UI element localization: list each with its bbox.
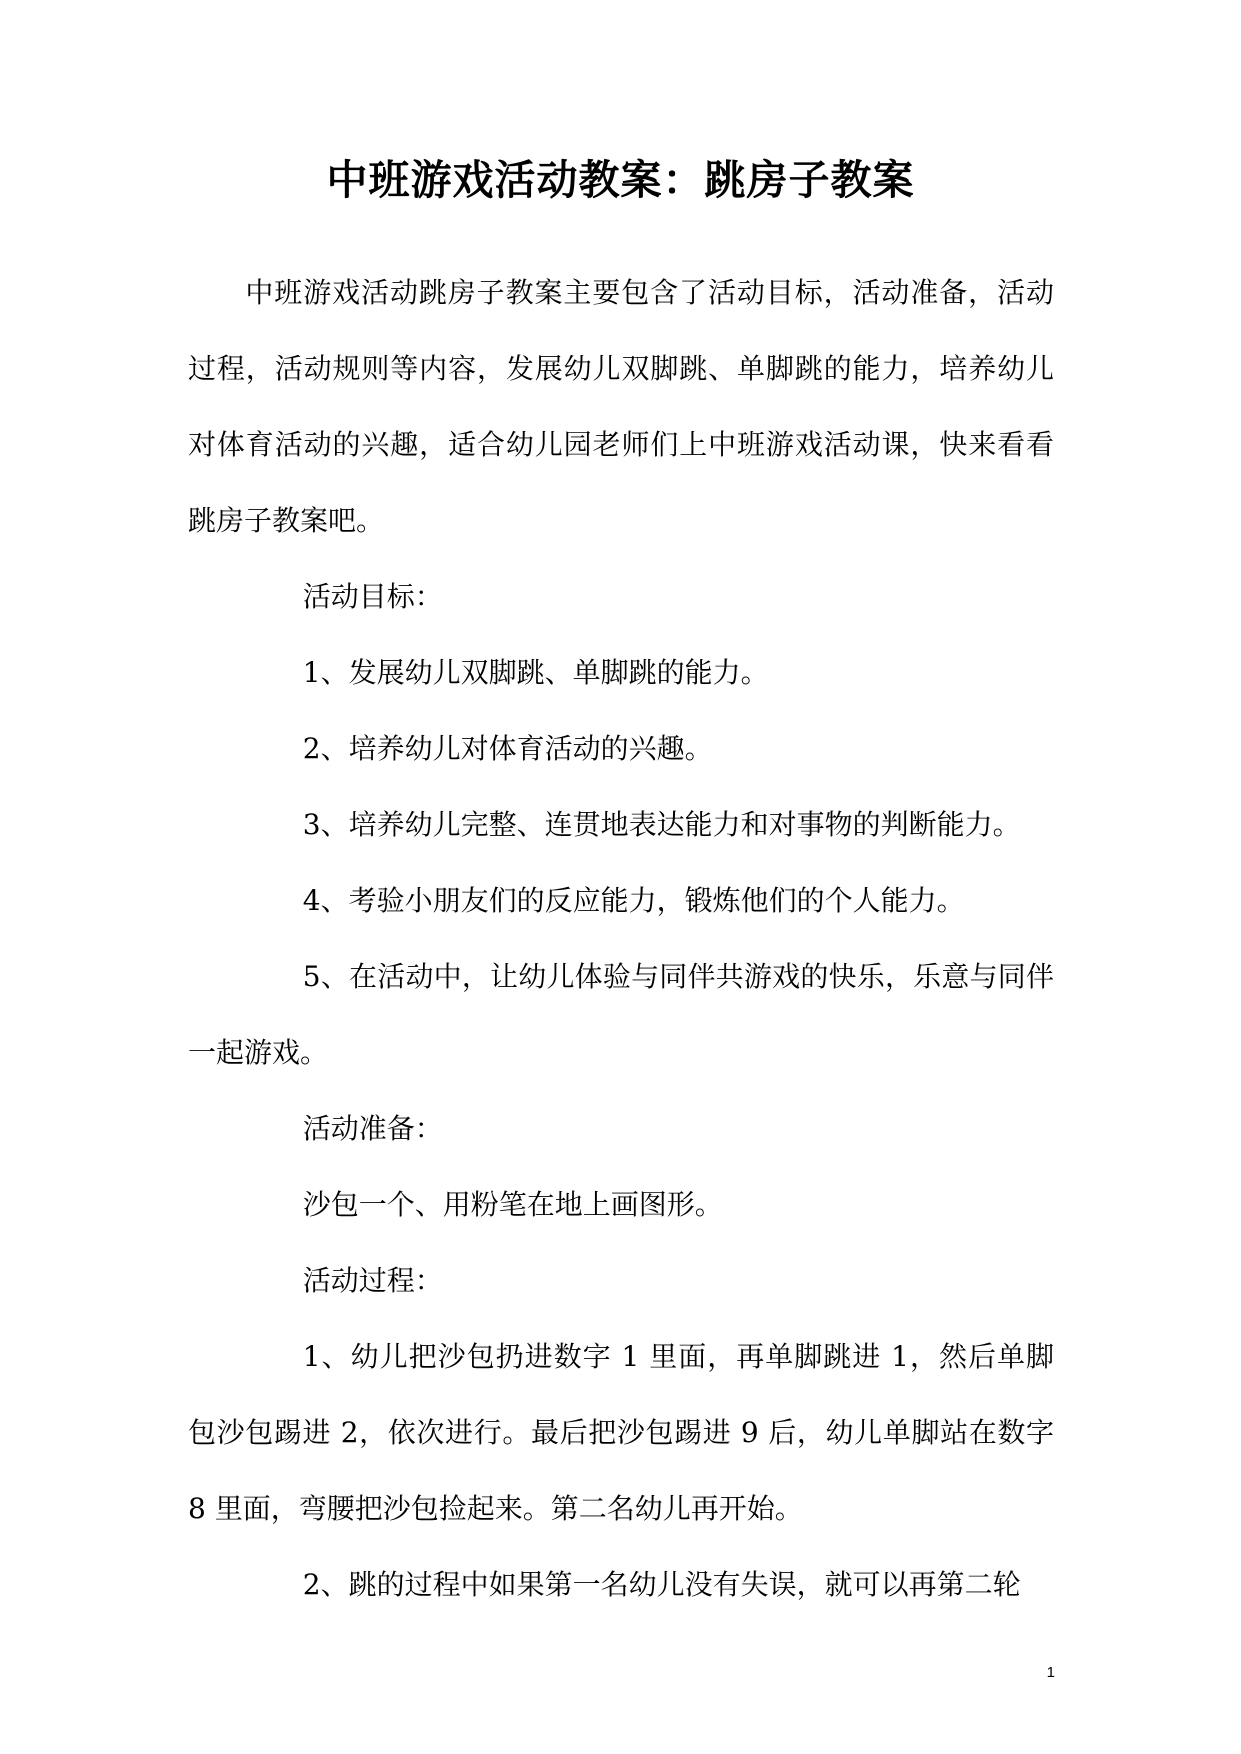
intro-paragraph: 中班游戏活动跳房子教案主要包含了活动目标，活动准备，活动过程，活动规则等内容，发展幼儿双脚跳、单脚跳的能力，培养幼儿对体育活动的兴趣，适合幼儿园老师们上中班游戏活动课，快来看看跳房子教案吧。 <box>188 276 1054 537</box>
section-heading-preparation: 活动准备： <box>302 1112 443 1145</box>
process-step-1: 1、幼儿把沙包扔进数字 1 里面，再单脚跳进 1，然后单脚包沙包踢进 2，依次进行。最后把沙包踢进 9 后，幼儿单脚站在数字 8 里面，弯腰把沙包捡起来。第二名幼儿再开始。 <box>188 1340 1054 1525</box>
document-body <box>188 255 1054 1623</box>
preparation-item: 沙包一个、用粉笔在地上画图形。 <box>302 1188 723 1221</box>
goal-item-5: 5、在活动中，让幼儿体验与同伴共游戏的快乐，乐意与同伴一起游戏。 <box>188 960 1054 1069</box>
document-title: 中班游戏活动教案：跳房子教案 <box>326 156 915 204</box>
section-heading-process: 活动过程： <box>302 1264 443 1297</box>
process-step-2: 2、跳的过程中如果第一名幼儿没有失误，就可以再第二轮 <box>302 1568 1021 1601</box>
section-heading-goals: 活动目标： <box>302 580 443 613</box>
goal-item-3: 3、培养幼儿完整、连贯地表达能力和对事物的判断能力。 <box>302 808 1021 841</box>
page-number: 1 <box>1046 1664 1055 1681</box>
goal-item-2: 2、培养幼儿对体育活动的兴趣。 <box>302 732 713 765</box>
goal-item-4: 4、考验小朋友们的反应能力，锻炼他们的个人能力。 <box>302 884 965 917</box>
goal-item-1: 1、发展幼儿双脚跳、单脚跳的能力。 <box>302 656 769 689</box>
